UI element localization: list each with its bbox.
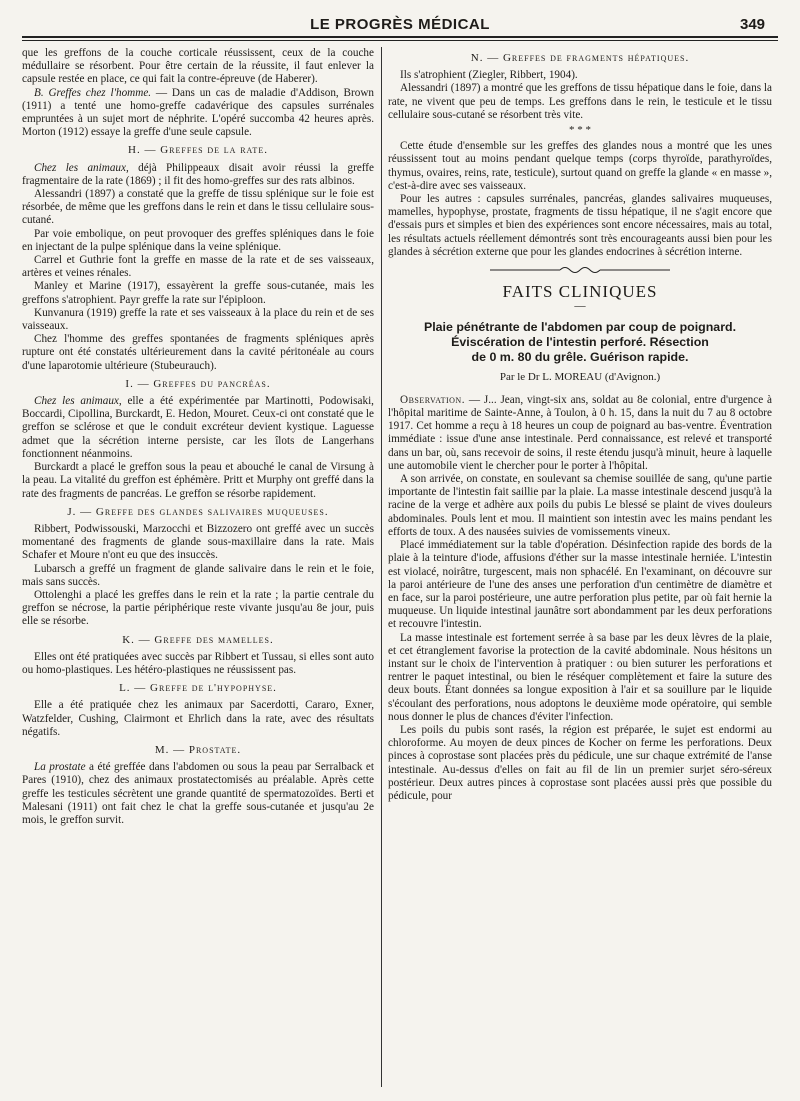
title-dash: — <box>574 300 586 313</box>
paragraph: Les poils du pubis sont rasés, la région est préparée, le sujet est endormi au chloroforme. Au moyen de deux pinces de Kocher on ferme les perforations. Deux pinces à coprostase sont placées près du pédicule, une sur chaque extrémité de l'anse intestinale. Au-dessus d'elles on fait au fil de lin un premier surjet séro-séreux postérieur. Deux autres pinces à coprostase sont placées aussi près que possible du pédicule, pour <box>388 723 772 802</box>
section-heading-rate: H. — Greffes de la rate. <box>128 144 268 157</box>
paragraph-text: a été greffée dans l'abdomen ou sous la peau par Serralback et Pares (1910), chez des animaux prostatectomisés au préalable. Après cette greffe les testicules sécrètent une grande quantité de spermatozoïdes. Berti et Malesani (1911) ont fait chez le chat la greffe sous-cutanée et jusqu'au 2e mois, le greffon survit. <box>22 761 374 826</box>
paragraph: Ils s'atrophient (Ziegler, Ribbert, 1904). <box>400 69 578 82</box>
author-byline: Par le Dr L. MOREAU (d'Avignon.) <box>499 370 661 383</box>
section-heading-glandes: J. — Greffe des glandes salivaires muqueuses. <box>67 505 329 518</box>
header-rule-thin <box>22 40 778 41</box>
section-heading-mamelles: K. — Greffe des mamelles. <box>122 633 274 646</box>
paragraph <box>22 162 374 188</box>
article-title-line: Éviscération de l'intestin perforé. Résection <box>451 334 709 349</box>
paragraph-text: déjà Philippeaux disait avoir réussi la greffe fragmentaire de la rate (1869) ; il fit des homo-greffes sur des rats albinos. <box>22 161 374 187</box>
column-divider <box>381 47 382 1087</box>
section-heading-pancreas: I. — Greffes du pancréas. <box>125 377 271 390</box>
article-title-line: de 0 m. 80 du grêle. Guérison rapide. <box>471 349 689 364</box>
paragraph: Kunvanura (1919) greffe la rate et ses vaisseaux à la place du rein et de ses vaisseaux. <box>22 306 374 333</box>
italic-lead: Chez les animaux, <box>34 395 122 408</box>
paragraph <box>22 395 374 461</box>
article-title <box>388 320 772 365</box>
paragraph: Ribbert, Podwissouski, Marzocchi et Bizzozero ont greffé avec un succès momentané des fragments de glande sous-maxillaire dans la rate. Mais Schafer et Moure n'ont eu que des insuccès. <box>22 522 374 562</box>
paragraph: Ottolenghi a placé les greffes dans le rein et la rate ; la partie centrale du greffon se nécrose, la partie périphérique reste vivante jusqu'au 8e jour, puis elle se résorbe. <box>22 588 374 628</box>
section-heading-prostate: M. — Prostate. <box>154 743 242 756</box>
paragraph <box>22 87 374 140</box>
italic-lead: Chez les animaux, <box>34 161 129 174</box>
paragraph <box>388 394 772 473</box>
header-rule-thick <box>22 36 778 38</box>
subsection-label: B. Greffes chez l'homme. <box>34 86 152 99</box>
paragraph: Lubarsch a greffé un fragment de glande salivaire dans le rein et le foie, mais sans succès. <box>22 562 374 588</box>
left-column <box>22 47 374 827</box>
observation-label: Observation. <box>400 393 465 406</box>
section-heading-hepatiques: N. — Greffes de fragments hépatiques. <box>470 52 690 64</box>
paragraph: Manley et Marine (1917), essayèrent la greffe sous-cutanée, mais les greffons s'atrophient. Payr greffe la rate sur l'épiploon. <box>22 280 374 306</box>
paragraph: La masse intestinale est fortement serrée à sa base par les deux lèvres de la plaie, et cet étranglement favorise la protection de la cavité abdominale. Nous hésitons un instant sur le choix de l'intervention à pratiquer : ou bien suturer les perforations et rentrer le paquet intestinal, ou bien le réséquer complètement et faire la suture des deux bouts. Étant données sa longue exposition à l'air et sa souillure par le liquide s'écoulant des perforations, nous adoptons le deuxième mode opératoire, qui semble nous donner le plus de chances d'éviter l'infection. <box>388 631 772 723</box>
paragraph-text: — Dans un cas de maladie d'Addison, Brown (1911) a tenté une homo-greffe cadavérique des capsules surrénales empruntées à un sujet mort de néphrite. L'opéré succomba 42 heures après. Morton (1912) essaye la greffe d'une seule capsule. <box>22 86 375 139</box>
asterism: * * * <box>569 124 591 137</box>
section-title-faits-cliniques: FAITS CLINIQUES <box>502 282 658 302</box>
page-number: 349 <box>740 16 766 33</box>
paragraph: Placé immédiatement sur la table d'opération. Désinfection rapide des bords de la plaie à la teinture d'iode, affusions d'éther sur la masse intestinale herniée. L'intestin est violacé, noirâtre, turgescent, mais non sphacélé. En l'examinant, on découvre sur la paroi antérieure de l'une des anses une perforation d'un centimètre de diamètre et en face, sur la paroi postérieure, une autre perforation plus petite, par où fait hernie la muqueuse. Un liquide intestinal jaunâtre sort abondamment par les deux perforations et recouvre l'intestin. <box>388 539 772 631</box>
paragraph: Pour les autres : capsules surrénales, pancréas, glandes salivaires muqueuses, mamelles, hypophyse, prostate, fragments de tissu hépatique, il ne s'agit encore que d'essais purs et simples et bien des expériences sont encore nécessaires, mais au total, les résultats actuels réellement démontrés sont très encourageants aussi bien pour les glandes à sécrétion externe que pour les glandes endocrines à sécrétion interne. <box>388 193 772 258</box>
paragraph: Chez l'homme des greffes spontanées de fragments spléniques après rupture ont été constatés ultérieurement dans la cavité péritonéale au cours d'une laparotomie ultérieure (Stubeurauch). <box>22 333 374 372</box>
section-heading-hypophyse: L. — Greffe de l'hypophyse. <box>119 682 277 695</box>
article-title-line: Plaie pénétrante de l'abdomen par coup de poignard. <box>423 319 737 334</box>
right-column <box>388 47 772 803</box>
paragraph: que les greffons de la couche corticale réussissent, ceux de la couche médullaire se résorbent. Pour être certain de la réussite, il faut enlever la capsule restée en place, ce qui fait la contre-épreuve (de Haberer). <box>22 47 374 86</box>
paragraph: Elles ont été pratiquées avec succès par Ribbert et Tussau, si elles sont auto ou homo-plastiques. Les hétéro-plastiques ne réussissent pas. <box>22 650 374 676</box>
paragraph <box>22 761 374 827</box>
paragraph: A son arrivée, on constate, en soulevant sa chemise souillée de sang, qu'une partie importante de l'intestin fait saillie par la plaie. La masse intestinale descend jusqu'à la racine de la verge et adhère aux poils du pubis Le blessé se plaint de vives douleurs abdominales. Pouls lent et mou. Il maintient son intestin avec les mains pendant les efforts de toux. A des nausées suivies de vomissements vineux. <box>388 473 772 538</box>
ornament-flourish <box>388 265 772 279</box>
paragraph: Elle a été pratiquée chez les animaux par Sacerdotti, Cararo, Exner, Watzfelder, Cushing, Clairmont et Ehrlich dans la rate, avec des résultats négatifs. <box>22 699 374 738</box>
paragraph-text: elle a été expérimentée par Martinotti, Podowisaki, Boccardi, Cipollina, Burckardt, E. Hedon, Mouret. Ceux-ci ont constaté que le greffon se sclérose et que le conduit excréteur devient kystique. Laguesse admet que la sécrétion interne persiste, car les îlots de Langerhans fonctionnent néanmoins. <box>22 395 374 460</box>
paragraph: Alessandri (1897) a montré que les greffons de tissu hépatique dans le foie, dans la rate, ne vivent que peu de temps. Les greffons dans le rein, le testicule et le tissu cellulaire sous-cutané se résorbent très vite. <box>388 82 772 121</box>
running-head: LE PROGRÈS MÉDICAL <box>310 16 490 33</box>
italic-lead: La prostate <box>34 761 86 774</box>
paragraph-text: — J... Jean, vingt-six ans, soldat au 8e colonial, entre d'urgence à l'hôpital maritime de Sainte-Anne, à Toulon, à 0 h. 15, dans la nuit du 7 au 8 octobre 1917. Cet homme a reçu à 18 heures un coup de poignard au bas-ventre. Éventration immédiate : issue d'une anse intestinale. Perd connaissance, est relevé et transporté dans un bar, où, sans recevoir de soins, il reste étendu jusqu'à minuit, heure à laquelle une automobile vient le chercher pour le porter à l'hôpital. <box>388 393 772 472</box>
paragraph: Cette étude d'ensemble sur les greffes des glandes nous a montré que les unes réussissent tout au moins pendant quelque temps (corps thyroïde, parathyroïdes, thymus, ovaires, reins, rate, testicule), surtout quand on greffe la glande « en masse », c'est-à-dire avec ses vaisseaux. <box>388 140 772 192</box>
paragraph: Par voie embolique, on peut provoquer des greffes spléniques dans le foie en injectant de la pulpe splénique dans la veine splénique. <box>22 227 374 253</box>
paragraph: Burckardt a placé le greffon sous la peau et abouché le canal de Virsung à la peau. La vitalité du greffon est éphémère. Pritt et Murphy ont greffé dans la rate des fragments de pancréas. Le greffon se résorbe rapidement. <box>22 461 374 500</box>
paragraph: Alessandri (1897) a constaté que la greffe de tissu splénique sur le foie est résorbée, de même que les greffons dans le rein et dans le tissu cellulaire sous-cutané. <box>22 188 374 227</box>
paragraph: Carrel et Guthrie font la greffe en masse de la rate et de ses vaisseaux, artères et veines rénales. <box>22 254 374 280</box>
